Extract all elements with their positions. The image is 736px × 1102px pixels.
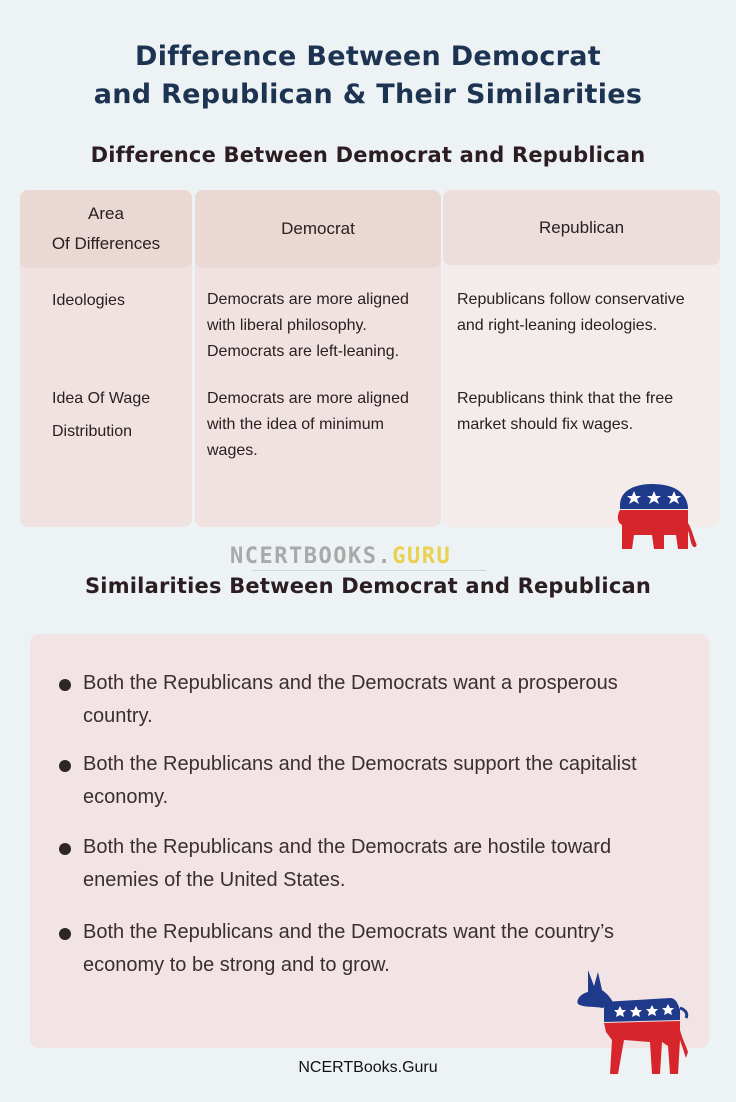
header-republican: Republican xyxy=(443,190,720,265)
similarity-text: Both the Republicans and the Democrats are hostile toward enemies of the United States. xyxy=(83,836,612,891)
watermark-underline xyxy=(252,570,486,571)
bullet-icon xyxy=(59,843,71,855)
similarity-text: Both the Republicans and the Democrats support the capitalist economy. xyxy=(83,753,637,808)
watermark xyxy=(230,544,451,569)
main-title xyxy=(0,38,736,114)
table-column-democrat xyxy=(195,190,441,527)
bullet-icon xyxy=(59,679,71,691)
similarity-text: Both the Republicans and the Democrats want the country’s economy to be strong and to grow. xyxy=(83,921,615,976)
similarity-text: Both the Republicans and the Democrats want a prosperous country. xyxy=(83,672,618,727)
watermark-part-1: NCERTBOOKS. xyxy=(230,544,393,569)
row-2-republican: Republicans think that the free market should fix wages. xyxy=(457,390,674,433)
table-column-republican xyxy=(443,190,720,527)
header-area-line-1: Area xyxy=(88,204,124,223)
bullet-icon xyxy=(59,760,71,772)
main-title-line-2: and Republican & Their Similarities xyxy=(93,79,643,110)
header-democrat: Democrat xyxy=(195,190,441,268)
republican-elephant-icon xyxy=(612,479,700,555)
row-1-republican: Republicans follow conservative and right-leaning ideologies. xyxy=(457,291,685,334)
row-1-democrat: Democrats are more aligned with liberal philosophy. Democrats are left-leaning. xyxy=(207,291,409,360)
similarity-item xyxy=(83,831,663,897)
bullet-icon xyxy=(59,928,71,940)
row-1-area: Ideologies xyxy=(52,292,125,309)
similarity-item xyxy=(83,748,663,814)
row-2-area: Idea Of Wage Distribution xyxy=(52,390,151,440)
table-column-area xyxy=(20,190,192,527)
similarities-heading: Similarities Between Democrat and Republican xyxy=(84,574,652,598)
header-area-of-differences xyxy=(20,190,192,268)
header-area-line-2: Of Differences xyxy=(51,234,161,253)
main-title-line-1: Difference Between Democrat xyxy=(135,41,601,72)
footer-site-name: NCERTBooks.Guru xyxy=(298,1059,438,1076)
difference-heading: Difference Between Democrat and Republican xyxy=(90,143,646,167)
row-2-democrat: Democrats are more aligned with the idea of minimum wages. xyxy=(207,390,409,459)
similarity-item xyxy=(83,667,663,733)
watermark-part-2: GURU xyxy=(392,544,452,569)
